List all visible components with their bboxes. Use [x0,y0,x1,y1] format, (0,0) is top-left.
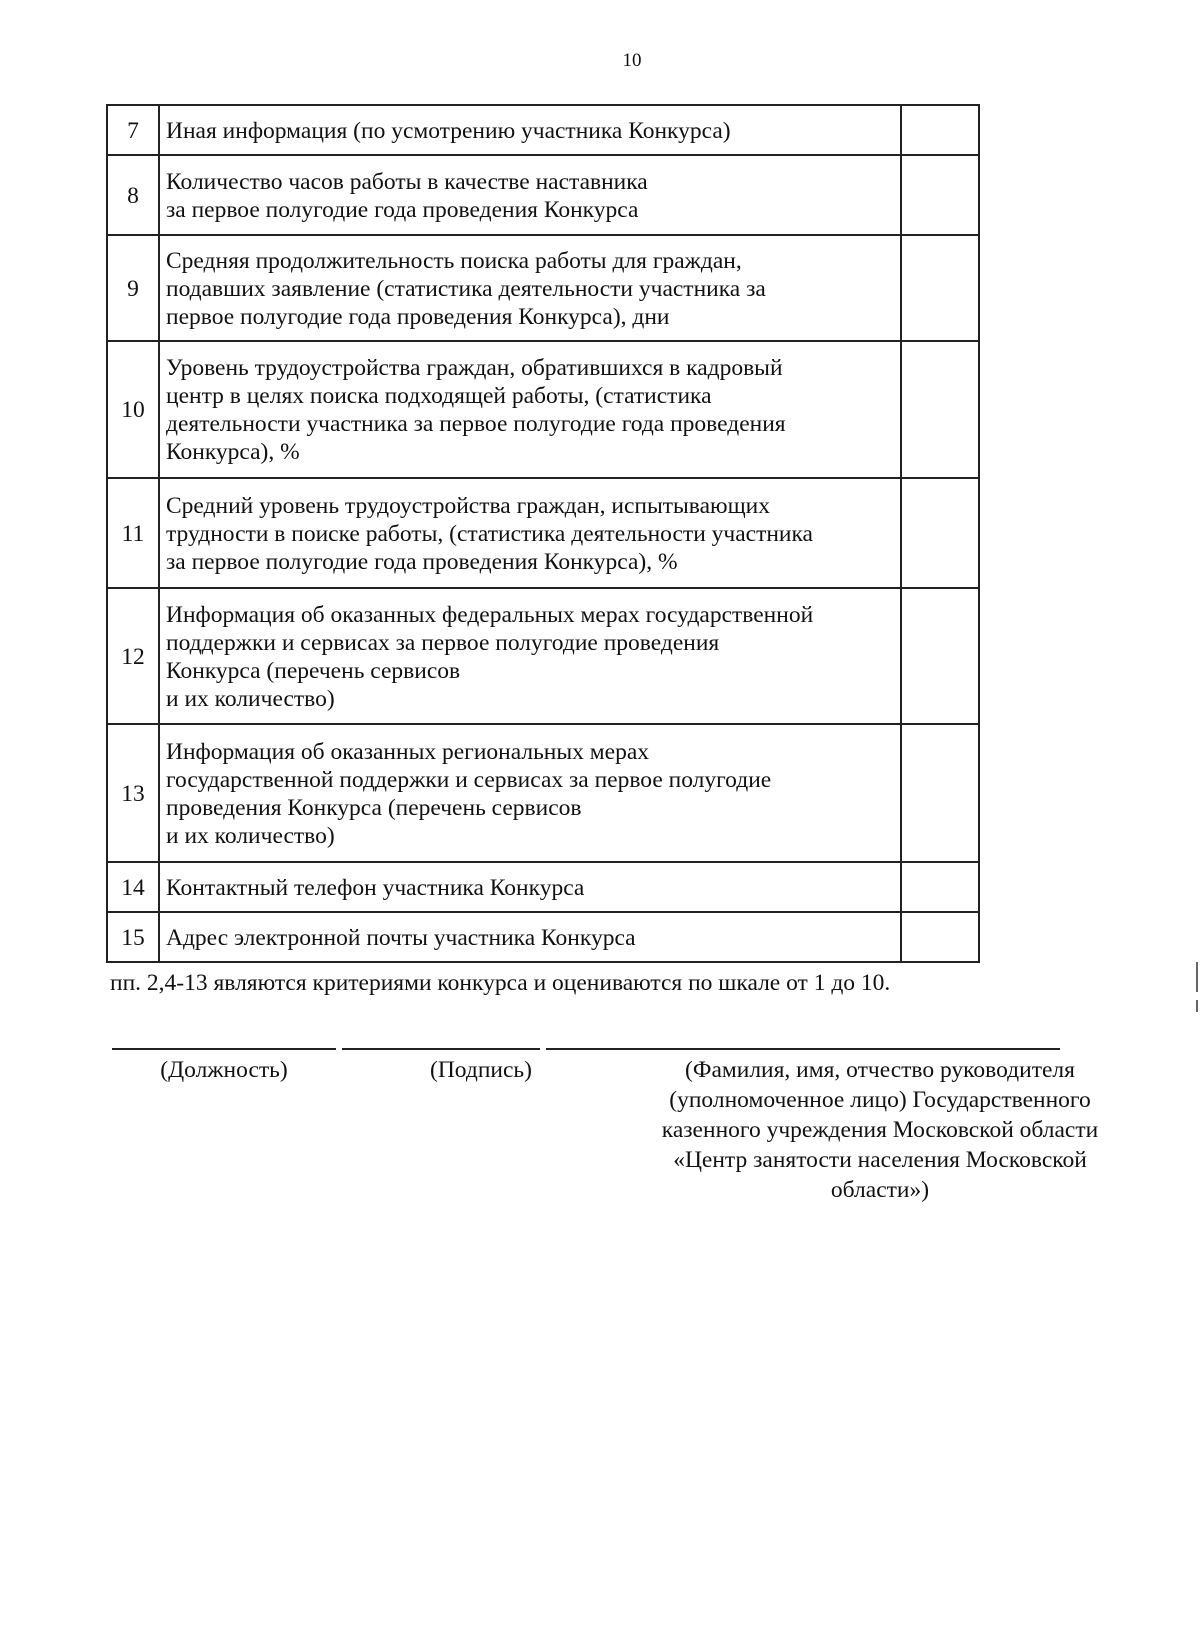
row-description: Уровень трудоустройства граждан, обратившихся в кадровый центр в целях поиска подходящей работы, (статистика деятельности участника за первое полугодие года проведения Конкурса), % [159,341,901,478]
criteria-note: пп. 2,4-13 являются критериями конкурса и оцениваются по шкале от 1 до 10. [110,970,891,996]
scan-margin-mark [1196,1000,1198,1012]
signature-caption: (Подпись) [430,1057,532,1083]
row-value-cell[interactable] [901,862,979,912]
row-number: 15 [107,912,159,962]
row-value-cell[interactable] [901,478,979,588]
table-row [107,341,979,478]
row-value-cell[interactable] [901,588,979,724]
name-signature-line [546,1048,1060,1050]
criteria-table [106,104,980,963]
row-value-cell[interactable] [901,341,979,478]
page-number: 10 [622,50,642,71]
row-value-cell[interactable] [901,724,979,862]
name-caption: (Фамилия, имя, отчество руководителя (уполномоченное лицо) Государственного казенного учреждения Московской области «Центр занятости населения Московской области») [661,1057,1099,1203]
table-row [107,478,979,588]
row-number: 9 [107,235,159,341]
row-number: 14 [107,862,159,912]
row-number: 13 [107,724,159,862]
position-caption: (Должность) [160,1057,288,1083]
row-number: 11 [107,478,159,588]
table-row [107,235,979,341]
row-value-cell[interactable] [901,105,979,155]
row-number: 10 [107,341,159,478]
row-number: 12 [107,588,159,724]
signature-line [342,1048,540,1050]
row-description: Информация об оказанных региональных мерах государственной поддержки и сервисах за первое полугодие проведения Конкурса (перечень сервисов и их количество) [159,724,901,862]
table-row [107,912,979,962]
row-description: Контактный телефон участника Конкурса [159,862,901,912]
row-description: Информация об оказанных федеральных мерах государственной поддержки и сервисах за первое полугодие проведения Конкурса (перечень сервисов и их количество) [159,588,901,724]
row-description: Иная информация (по усмотрению участника Конкурса) [159,105,901,155]
row-value-cell[interactable] [901,155,979,235]
table-row [107,588,979,724]
row-number: 7 [107,105,159,155]
row-number: 8 [107,155,159,235]
row-description: Адрес электронной почты участника Конкурса [159,912,901,962]
table-row [107,862,979,912]
table-row [107,105,979,155]
row-value-cell[interactable] [901,235,979,341]
table-row [107,724,979,862]
row-description: Средний уровень трудоустройства граждан, испытывающих трудности в поиске работы, (статистика деятельности участника за первое полугодие года проведения Конкурса), % [159,478,901,588]
row-description: Количество часов работы в качестве наставника за первое полугодие года проведения Конкурса [159,155,901,235]
position-signature-line [112,1048,336,1050]
row-description: Средняя продолжительность поиска работы для граждан, подавших заявление (статистика деятельности участника за первое полугодие года проведения Конкурса), дни [159,235,901,341]
row-value-cell[interactable] [901,912,979,962]
scan-margin-mark [1196,962,1198,992]
table-row [107,155,979,235]
